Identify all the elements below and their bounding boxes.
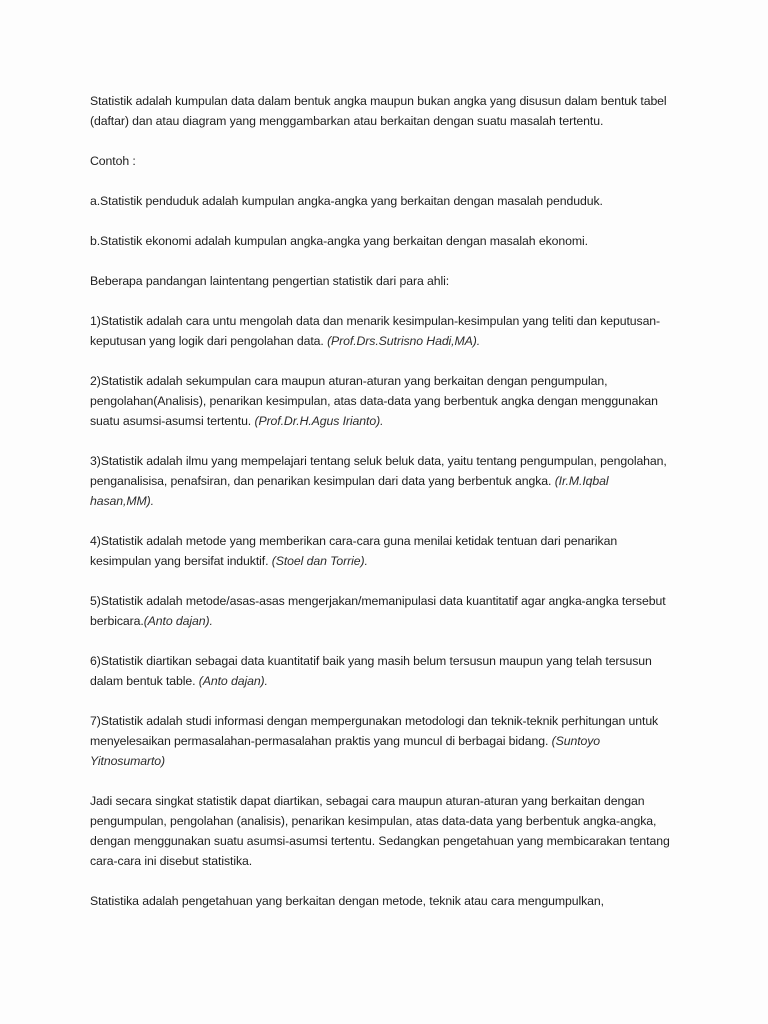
citation: (Suntoyo Yitnosumarto) (90, 734, 601, 768)
citation: (Anto dajan). (198, 674, 268, 688)
paragraph-example-heading: Contoh : (90, 154, 136, 168)
paragraph-statistika: Statistika adalah pengetahuan yang berkaitan dengan metode, teknik atau cara mengumpulkan, (90, 894, 604, 908)
paragraph-expert-4: 4)Statistik adalah metode yang memberikan cara-cara guna menilai ketidak tentuan dari penarikan kesimpulan yang bersifat induktif. (Stoel dan Torrie). (90, 534, 618, 568)
citation: (Stoel dan Torrie). (271, 554, 368, 568)
paragraph-expert-3: 3)Statistik adalah ilmu yang mempelajari tentang seluk beluk data, yaitu tentang pengumpulan, pengolahan, penganalisisa, penafsiran, dan penarikan kesimpulan dari data yang berbentuk angka. (Ir.M.Iqbal hasan,MM). (90, 454, 667, 508)
citation: (Ir.M.Iqbal hasan,MM). (90, 474, 609, 508)
paragraph-expert-5: 5)Statistik adalah metode/asas-asas mengerjakan/memanipulasi data kuantitatif agar angka-angka tersebut berbicara.(Anto dajan). (90, 594, 666, 628)
citation: (Anto dajan). (143, 614, 213, 628)
citation: (Prof.Dr.H.Agus Irianto). (254, 414, 384, 428)
paragraph-expert-6: 6)Statistik diartikan sebagai data kuantitatif baik yang masih belum tersusun maupun yang telah tersusun dalam bentuk table. (Anto dajan). (90, 654, 652, 688)
paragraph-expert-1: 1)Statistik adalah cara untu mengolah data dan menarik kesimpulan-kesimpulan yang teliti dan keputusan-keputusan yang logik dari pengolahan data. (Prof.Drs.Sutrisno Hadi,MA). (90, 314, 661, 348)
citation: (Prof.Drs.Sutrisno Hadi,MA). (327, 334, 481, 348)
paragraph-expert-2: 2)Statistik adalah sekumpulan cara maupun aturan-aturan yang berkaitan dengan pengumpulan, pengolahan(Analisis), penarikan kesimpulan, atas data-data yang berbentuk angka dengan menggunakan suatu asumsi-asumsi tertentu. (Prof.Dr.H.Agus Irianto). (90, 374, 658, 428)
paragraph-example-b: b.Statistik ekonomi adalah kumpulan angka-angka yang berkaitan dengan masalah ekonomi. (90, 234, 588, 248)
paragraph-expert-intro: Beberapa pandangan laintentang pengertian statistik dari para ahli: (90, 274, 450, 288)
paragraph-example-a: a.Statistik penduduk adalah kumpulan angka-angka yang berkaitan dengan masalah penduduk. (90, 194, 603, 208)
paragraph-definition: Statistik adalah kumpulan data dalam bentuk angka maupun bukan angka yang disusun dalam bentuk tabel (daftar) dan atau diagram yang menggambarkan atau berkaitan dengan suatu masalah tertentu. (90, 94, 667, 128)
document-body (90, 91, 675, 931)
paragraph-summary: Jadi secara singkat statistik dapat diartikan, sebagai cara maupun aturan-aturan yang berkaitan dengan pengumpulan, pengolahan (analisis), penarikan kesimpulan, atas data-data yang berbentuk angka-angka, dengan menggunakan suatu asumsi-asumsi tertentu. Sedangkan pengetahuan yang membicarakan tentang cara-cara ini disebut statistika. (90, 794, 670, 868)
paragraph-expert-7: 7)Statistik adalah studi informasi dengan mempergunakan metodologi dan teknik-teknik perhitungan untuk menyelesaikan permasalahan-permasalahan praktis yang muncul di berbagai bidang. (Suntoyo Yitnosumarto) (90, 714, 659, 768)
